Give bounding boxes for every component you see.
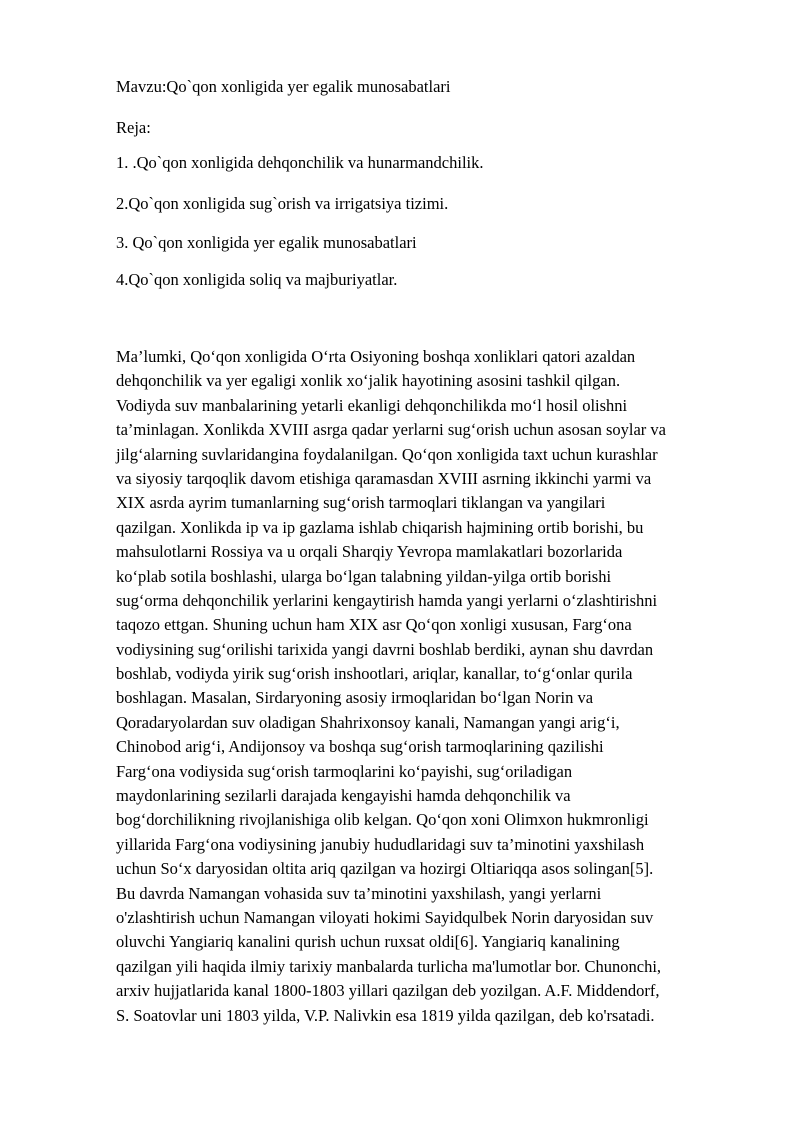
- body-line: ta’minlagan. Xonlikda XVIII asrga qadar yerlarni sug‘orish uchun asosan soylar va: [116, 420, 666, 440]
- body-line: oluvchi Yangiariq kanalini qurish uchun ruxsat oldi[6]. Yangiariq kanalining: [116, 932, 620, 952]
- body-line: jilg‘alarning suvlaridangina foydalanilgan. Qo‘qon xonligida taxt uchun kurashlar: [116, 444, 658, 464]
- body-line: Vodiyda suv manbalarining yetarli ekanligi dehqonchilikda mo‘l hosil olishni: [116, 395, 628, 415]
- plan-item: 4.Qo`qon xonligida soliq va majburiyatlar.: [116, 270, 398, 289]
- document-title: Mavzu:Qo`qon xonligida yer egalik munosabatlari: [116, 77, 451, 96]
- body-line: yillarida Farg‘ona vodiysining janubiy hududlaridagi suv ta’minotini yaxshilash: [116, 834, 645, 854]
- plan-item: 1. .Qo`qon xonligida dehqonchilik va hunarmandchilik.: [116, 153, 484, 172]
- body-line: boshlab, vodiyda yirik sug‘orish inshootlari, ariqlar, kanallar, to‘g‘onlar qurila: [116, 664, 633, 684]
- body-line: maydonlarining sezilarli darajada kengayishi hamda dehqonchilik va: [116, 786, 571, 806]
- plan-item: 3. Qo`qon xonligida yer egalik munosabatlari: [116, 233, 417, 252]
- body-line: boshlagan. Masalan, Sirdaryoning asosiy irmoqlaridan bo‘lgan Norin va: [116, 688, 594, 708]
- body-line: taqozo ettgan. Shuning uchun ham XIX asr Qo‘qon xonligi xususan, Farg‘ona: [116, 615, 632, 635]
- body-line: qazilgan. Xonlikda ip va ip gazlama ishlab chiqarish hajmining ortib borishi, bu: [116, 517, 644, 537]
- body-line: Farg‘ona vodiysida sug‘orish tarmoqlarini ko‘payishi, sug‘oriladigan: [116, 761, 573, 781]
- body-line: mahsulotlarni Rossiya va u orqali Sharqiy Yevropa mamlakatlari bozorlarida: [116, 542, 623, 562]
- body-line: arxiv hujjatlarida kanal 1800-1803 yillari qazilgan deb yozilgan. A.F. Middendorf,: [116, 981, 660, 1001]
- plan-heading: Reja:: [116, 118, 151, 137]
- body-paragraph: [116, 345, 756, 1028]
- body-line: o'zlashtirish uchun Namangan viloyati hokimi Sayidqulbek Norin daryosidan suv: [116, 907, 654, 927]
- body-line: vodiysining sug‘orilishi tarixida yangi davrni boshlab berdiki, aynan shu davrdan: [116, 639, 654, 659]
- body-line: XIX asrda ayrim tumanlarning sug‘orish tarmoqlari tiklangan va yangilari: [116, 493, 606, 513]
- body-line: va siyosiy tarqoqlik davom etishiga qaramasdan XVIII asrning ikkinchi yarmi va: [116, 468, 652, 488]
- plan-item: 2.Qo`qon xonligida sug`orish va irrigatsiya tizimi.: [116, 194, 449, 213]
- body-line: dehqonchilik va yer egaligi xonlik xo‘jalik hayotining asosini tashkil qilgan.: [116, 371, 621, 391]
- body-line: bog‘dorchilikning rivojlanishiga olib kelgan. Qo‘qon xoni Olimxon hukmronligi: [116, 810, 649, 830]
- body-line: sug‘orma dehqonchilik yerlarini kengaytirish hamda yangi yerlarni o‘zlashtirishni: [116, 590, 658, 610]
- body-line: S. Soatovlar uni 1803 yilda, V.P. Nalivkin esa 1819 yilda qazilgan, deb ko'rsatadi.: [116, 1005, 655, 1025]
- body-line: uchun So‘x daryosidan oltita ariq qazilgan va hozirgi Oltiariqqa asos solingan[5].: [116, 859, 654, 879]
- body-line: qazilgan yili haqida ilmiy tarixiy manbalarda turlicha ma'lumotlar bor. Chunonchi,: [116, 956, 662, 976]
- body-line: Chinobod arig‘i, Andijonsoy va boshqa sug‘orish tarmoqlarining qazilishi: [116, 737, 604, 757]
- body-line: Bu davrda Namangan vohasida suv ta’minotini yaxshilash, yangi yerlarni: [116, 883, 602, 903]
- body-line: Qoradaryolardan suv oladigan Shahrixonsoy kanali, Namangan yangi arig‘i,: [116, 712, 620, 732]
- body-line: Ma’lumki, Qo‘qon xonligida O‘rta Osiyoning boshqa xonliklari qatori azaldan: [116, 347, 636, 366]
- body-line: ko‘plab sotila boshlashi, ularga bo‘lgan talabning yildan-yilga ortib borishi: [116, 566, 612, 586]
